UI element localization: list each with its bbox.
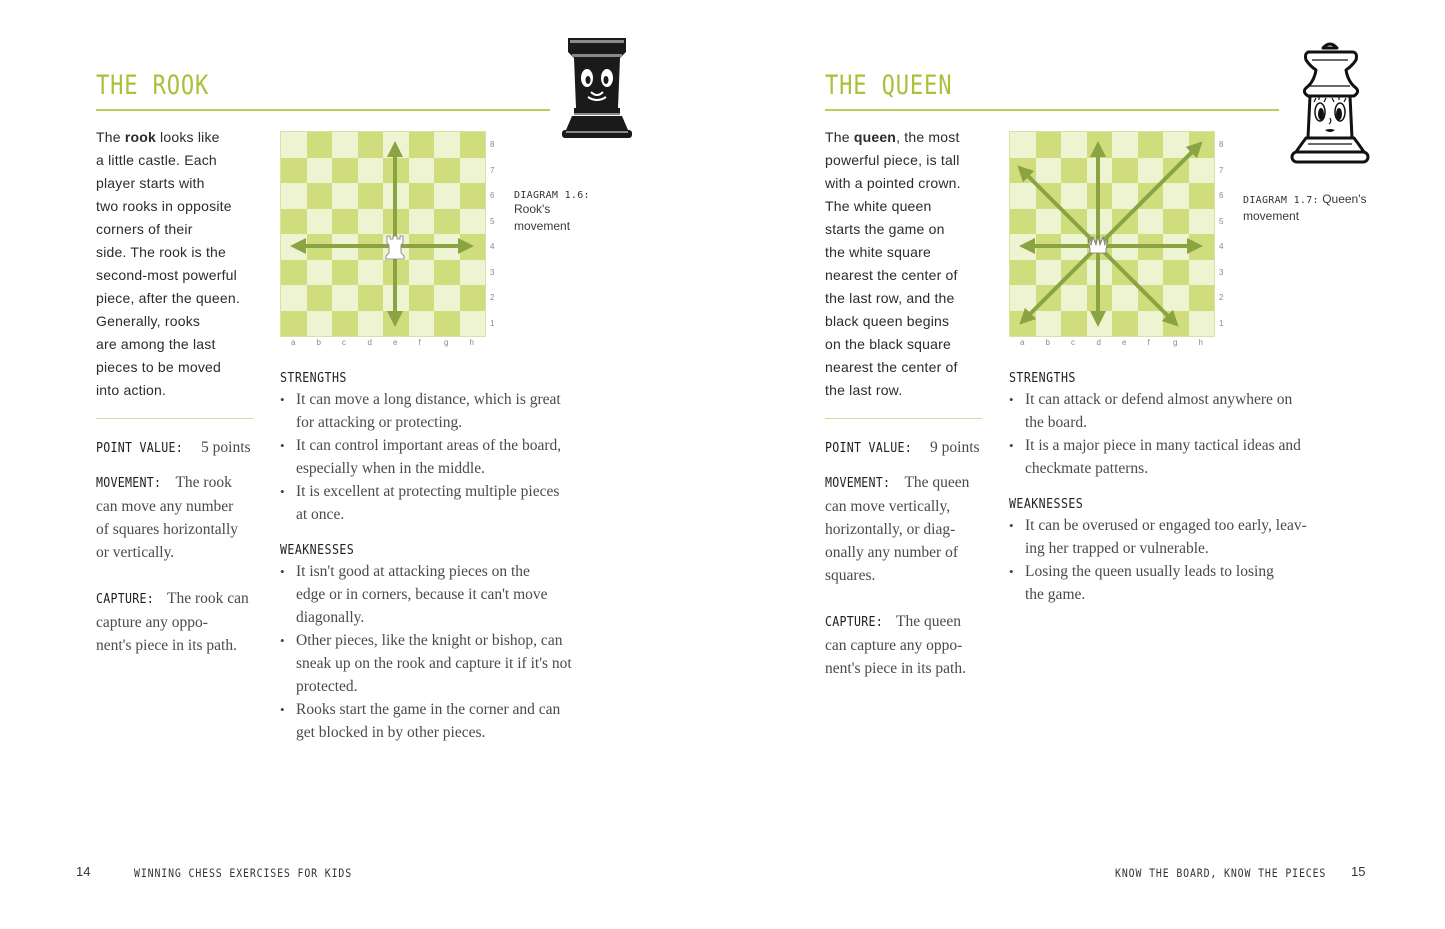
board-square bbox=[1138, 209, 1164, 235]
file-label: h bbox=[469, 338, 474, 347]
rank-label: 8 bbox=[490, 140, 495, 149]
board-square bbox=[383, 209, 409, 235]
board-square bbox=[307, 311, 333, 337]
board-square bbox=[460, 234, 486, 260]
board-square bbox=[1138, 183, 1164, 209]
board-square bbox=[1061, 183, 1087, 209]
board-square bbox=[1163, 132, 1189, 158]
board-square bbox=[460, 285, 486, 311]
board-square bbox=[1087, 183, 1113, 209]
point-value: POINT VALUE: 5 points bbox=[96, 439, 251, 456]
board-square bbox=[460, 311, 486, 337]
board-square bbox=[1036, 132, 1062, 158]
board-square bbox=[1112, 132, 1138, 158]
board-square bbox=[1189, 158, 1215, 184]
board-square bbox=[1036, 158, 1062, 184]
board-square bbox=[409, 132, 435, 158]
board-square bbox=[1189, 209, 1215, 235]
board-square bbox=[434, 209, 460, 235]
list-item: • It can be overused or engaged too early, leav- ing her trapped or vulnerable. bbox=[1009, 514, 1339, 560]
page-number-right: 15 bbox=[1351, 864, 1366, 879]
rook-diagram-caption: DIAGRAM 1.6: Rook's movement bbox=[514, 190, 590, 233]
rank-label: 7 bbox=[490, 165, 495, 175]
rank-label: 3 bbox=[490, 267, 495, 277]
board-square bbox=[332, 183, 358, 209]
board-square bbox=[358, 132, 384, 158]
rank-label: 2 bbox=[490, 293, 495, 302]
board-square bbox=[1061, 209, 1087, 235]
board-square bbox=[1010, 158, 1036, 184]
board-square bbox=[1087, 132, 1113, 158]
file-label: h bbox=[1198, 338, 1203, 347]
running-head-right: KNOW THE BOARD, KNOW THE PIECES bbox=[1115, 866, 1327, 880]
board-square bbox=[281, 285, 307, 311]
board-square bbox=[1138, 285, 1164, 311]
list-item: • Other pieces, like the knight or bishop, can sneak up on the rook and capture it if it's not protected. bbox=[280, 629, 610, 698]
board-square bbox=[1112, 285, 1138, 311]
rank-label: 4 bbox=[1219, 242, 1224, 251]
file-label: b bbox=[1045, 338, 1050, 347]
board-square bbox=[332, 234, 358, 260]
title-rule bbox=[825, 109, 1279, 111]
rook-weaknesses: WEAKNESSES • It isn't good at attacking pieces on the edge or in corners, because it can't move diagonally. • Other pieces, like the knight or bishop, can sneak up on the rook and capture it if it's not protected. • Rooks start the game in the corner and can get blocked in by other pieces. bbox=[280, 542, 610, 744]
board-square bbox=[1189, 311, 1215, 337]
capture: CAPTURE: The queen bbox=[825, 613, 961, 630]
board-square bbox=[332, 311, 358, 337]
board-square bbox=[1138, 311, 1164, 337]
board-square bbox=[383, 234, 409, 260]
board-square bbox=[1061, 234, 1087, 260]
board-square bbox=[1010, 209, 1036, 235]
rook-stats: POINT VALUE: 5 points MOVEMENT: The rook can move any number of squares horizontally or vertically. CAPTURE: The rook can capture any oppo- nent's piece in its path. bbox=[96, 436, 271, 657]
board-square bbox=[409, 183, 435, 209]
board-square bbox=[460, 209, 486, 235]
list-item: • It can control important areas of the board, especially when in the middle. bbox=[280, 434, 610, 480]
file-label: g bbox=[444, 338, 449, 347]
file-label: d bbox=[367, 338, 372, 347]
board-square bbox=[332, 132, 358, 158]
board-square bbox=[1112, 234, 1138, 260]
board-square bbox=[383, 311, 409, 337]
board-square bbox=[460, 132, 486, 158]
board-square bbox=[358, 311, 384, 337]
rank-label: 1 bbox=[1219, 318, 1224, 328]
movement: MOVEMENT: The queen bbox=[825, 474, 970, 491]
board-square bbox=[1036, 285, 1062, 311]
file-label: a bbox=[291, 338, 296, 347]
rank-label: 7 bbox=[1219, 165, 1224, 175]
board-square bbox=[1036, 260, 1062, 286]
white-queen-cartoon-icon bbox=[1288, 38, 1372, 166]
rank-label: 1 bbox=[490, 318, 495, 328]
board-square bbox=[1189, 132, 1215, 158]
board-square bbox=[383, 183, 409, 209]
board-square bbox=[1112, 311, 1138, 337]
board-square bbox=[1010, 183, 1036, 209]
board-square bbox=[1087, 285, 1113, 311]
queen-intro-paragraph: The queen, the most powerful piece, is tall with a pointed crown. The white queen starts the game on the white square nearest the center of the last row, and the black queen begins on the black square nearest the center of the last row. bbox=[825, 129, 961, 398]
board-square bbox=[281, 183, 307, 209]
board-square bbox=[1138, 132, 1164, 158]
rook-strengths: STRENGTHS • It can move a long distance, which is great for attacking or protecting. • It can control important areas of the board, especially when in the middle. • It is excellent at protecting multiple pieces at once. bbox=[280, 370, 610, 526]
rank-label: 5 bbox=[490, 216, 495, 226]
rank-label: 5 bbox=[1219, 216, 1224, 226]
board-square bbox=[460, 183, 486, 209]
rank-label: 2 bbox=[1219, 293, 1224, 302]
board-square bbox=[281, 132, 307, 158]
board-square bbox=[1010, 285, 1036, 311]
board-square bbox=[358, 209, 384, 235]
file-label: c bbox=[342, 338, 346, 347]
board-square bbox=[307, 234, 333, 260]
board-square bbox=[1189, 260, 1215, 286]
rank-label: 3 bbox=[1219, 267, 1224, 277]
point-value: POINT VALUE: 9 points bbox=[825, 439, 980, 456]
board-square bbox=[409, 260, 435, 286]
board-square bbox=[1163, 260, 1189, 286]
list-item: • It is a major piece in many tactical ideas and checkmate patterns. bbox=[1009, 434, 1339, 480]
chessboard bbox=[280, 131, 486, 337]
board-square bbox=[434, 234, 460, 260]
section-title-queen: THE QUEEN bbox=[825, 70, 953, 101]
board-square bbox=[1112, 183, 1138, 209]
board-square bbox=[307, 285, 333, 311]
intro-divider bbox=[825, 418, 982, 419]
board-square bbox=[409, 209, 435, 235]
board-square bbox=[409, 234, 435, 260]
list-item: • Losing the queen usually leads to losing the game. bbox=[1009, 560, 1339, 606]
board-square bbox=[1061, 285, 1087, 311]
rank-label: 6 bbox=[490, 191, 495, 200]
board-square bbox=[383, 260, 409, 286]
board-square bbox=[1087, 158, 1113, 184]
board-square bbox=[358, 285, 384, 311]
queen-weaknesses: WEAKNESSES • It can be overused or engaged too early, leav- ing her trapped or vulnerable. • Losing the queen usually leads to losing the game. bbox=[1009, 496, 1339, 606]
board-square bbox=[307, 260, 333, 286]
board-square bbox=[1163, 285, 1189, 311]
file-label: g bbox=[1173, 338, 1178, 347]
board-square bbox=[358, 260, 384, 286]
queen-diagram-caption: DIAGRAM 1.7: Queen's movement bbox=[1243, 192, 1367, 223]
list-item: • Rooks start the game in the corner and can get blocked in by other pieces. bbox=[280, 698, 610, 744]
board-square bbox=[409, 311, 435, 337]
board-square bbox=[1036, 234, 1062, 260]
file-label: e bbox=[1122, 338, 1127, 347]
movement: MOVEMENT: The rook bbox=[96, 474, 232, 491]
board-square bbox=[307, 158, 333, 184]
file-label: f bbox=[1147, 338, 1150, 347]
board-square bbox=[358, 158, 384, 184]
board-square bbox=[1036, 183, 1062, 209]
list-item: • It isn't good at attacking pieces on the edge or in corners, because it can't move diagonally. bbox=[280, 560, 610, 629]
board-square bbox=[1061, 311, 1087, 337]
board-square bbox=[1163, 234, 1189, 260]
board-square bbox=[1189, 183, 1215, 209]
board-square bbox=[460, 158, 486, 184]
chessboard bbox=[1009, 131, 1215, 337]
section-title-rook: THE ROOK bbox=[96, 70, 210, 101]
board-square bbox=[434, 260, 460, 286]
board-square bbox=[383, 132, 409, 158]
board-square bbox=[332, 158, 358, 184]
board-square bbox=[1036, 209, 1062, 235]
board-square bbox=[1112, 158, 1138, 184]
board-square bbox=[332, 209, 358, 235]
board-square bbox=[332, 285, 358, 311]
file-label: e bbox=[393, 338, 398, 347]
list-item: • It is excellent at protecting multiple pieces at once. bbox=[280, 480, 610, 526]
board-square bbox=[1112, 209, 1138, 235]
title-rule bbox=[96, 109, 550, 111]
board-square bbox=[1138, 234, 1164, 260]
page-number-left: 14 bbox=[76, 864, 91, 879]
board-square bbox=[434, 183, 460, 209]
board-square bbox=[1087, 311, 1113, 337]
board-square bbox=[1138, 158, 1164, 184]
board-square bbox=[1112, 260, 1138, 286]
board-square bbox=[1036, 311, 1062, 337]
board-square bbox=[434, 132, 460, 158]
board-square bbox=[1163, 209, 1189, 235]
board-square bbox=[281, 234, 307, 260]
board-square bbox=[1010, 132, 1036, 158]
board-square bbox=[1010, 260, 1036, 286]
board-square bbox=[1138, 260, 1164, 286]
rook-intro-paragraph: The rook looks like a little castle. Each player starts with two rooks in opposite corners of their side. The rook is the second-most powerful piece, after the queen. Generally, rooks are among the last pieces to be moved into action. bbox=[96, 129, 240, 398]
board-square bbox=[1010, 311, 1036, 337]
board-square bbox=[409, 158, 435, 184]
board-square bbox=[1087, 234, 1113, 260]
board-square bbox=[409, 285, 435, 311]
list-item: • It can attack or defend almost anywhere on the board. bbox=[1009, 388, 1339, 434]
board-square bbox=[383, 285, 409, 311]
board-square bbox=[1189, 285, 1215, 311]
board-square bbox=[1163, 311, 1189, 337]
board-square bbox=[1061, 132, 1087, 158]
board-square bbox=[358, 234, 384, 260]
board-square bbox=[1087, 260, 1113, 286]
board-square bbox=[434, 285, 460, 311]
board-square bbox=[1163, 183, 1189, 209]
board-square bbox=[358, 183, 384, 209]
running-head-left: WINNING CHESS EXERCISES FOR KIDS bbox=[134, 866, 353, 880]
queen-movement-diagram bbox=[1009, 131, 1239, 351]
capture: CAPTURE: The rook can bbox=[96, 590, 249, 607]
board-square bbox=[332, 260, 358, 286]
board-square bbox=[281, 158, 307, 184]
list-item: • It can move a long distance, which is great for attacking or protecting. bbox=[280, 388, 610, 434]
board-square bbox=[1087, 209, 1113, 235]
board-square bbox=[1163, 158, 1189, 184]
board-square bbox=[307, 183, 333, 209]
file-label: b bbox=[316, 338, 321, 347]
board-square bbox=[434, 158, 460, 184]
black-rook-cartoon-icon bbox=[558, 34, 636, 142]
board-square bbox=[383, 158, 409, 184]
board-square bbox=[281, 260, 307, 286]
file-label: c bbox=[1071, 338, 1075, 347]
board-square bbox=[434, 311, 460, 337]
rank-label: 8 bbox=[1219, 140, 1224, 149]
board-square bbox=[1061, 158, 1087, 184]
rank-label: 4 bbox=[490, 242, 495, 251]
board-square bbox=[1010, 234, 1036, 260]
board-square bbox=[281, 209, 307, 235]
board-square bbox=[307, 209, 333, 235]
file-label: f bbox=[418, 338, 421, 347]
board-square bbox=[460, 260, 486, 286]
queen-stats: POINT VALUE: 9 points MOVEMENT: The queen can move vertically, horizontally, or diag- onally any number of squares. CAPTURE: The queen can capture any oppo- nent's piece in its path. bbox=[825, 436, 1000, 680]
intro-divider bbox=[96, 418, 253, 419]
board-square bbox=[1061, 260, 1087, 286]
board-square bbox=[1189, 234, 1215, 260]
file-label: d bbox=[1096, 338, 1101, 347]
queen-strengths: STRENGTHS • It can attack or defend almost anywhere on the board. • It is a major piece in many tactical ideas and checkmate patterns. bbox=[1009, 370, 1339, 480]
rank-label: 6 bbox=[1219, 191, 1224, 200]
file-label: a bbox=[1020, 338, 1025, 347]
board-square bbox=[281, 311, 307, 337]
board-square bbox=[307, 132, 333, 158]
rook-movement-diagram bbox=[280, 131, 510, 351]
